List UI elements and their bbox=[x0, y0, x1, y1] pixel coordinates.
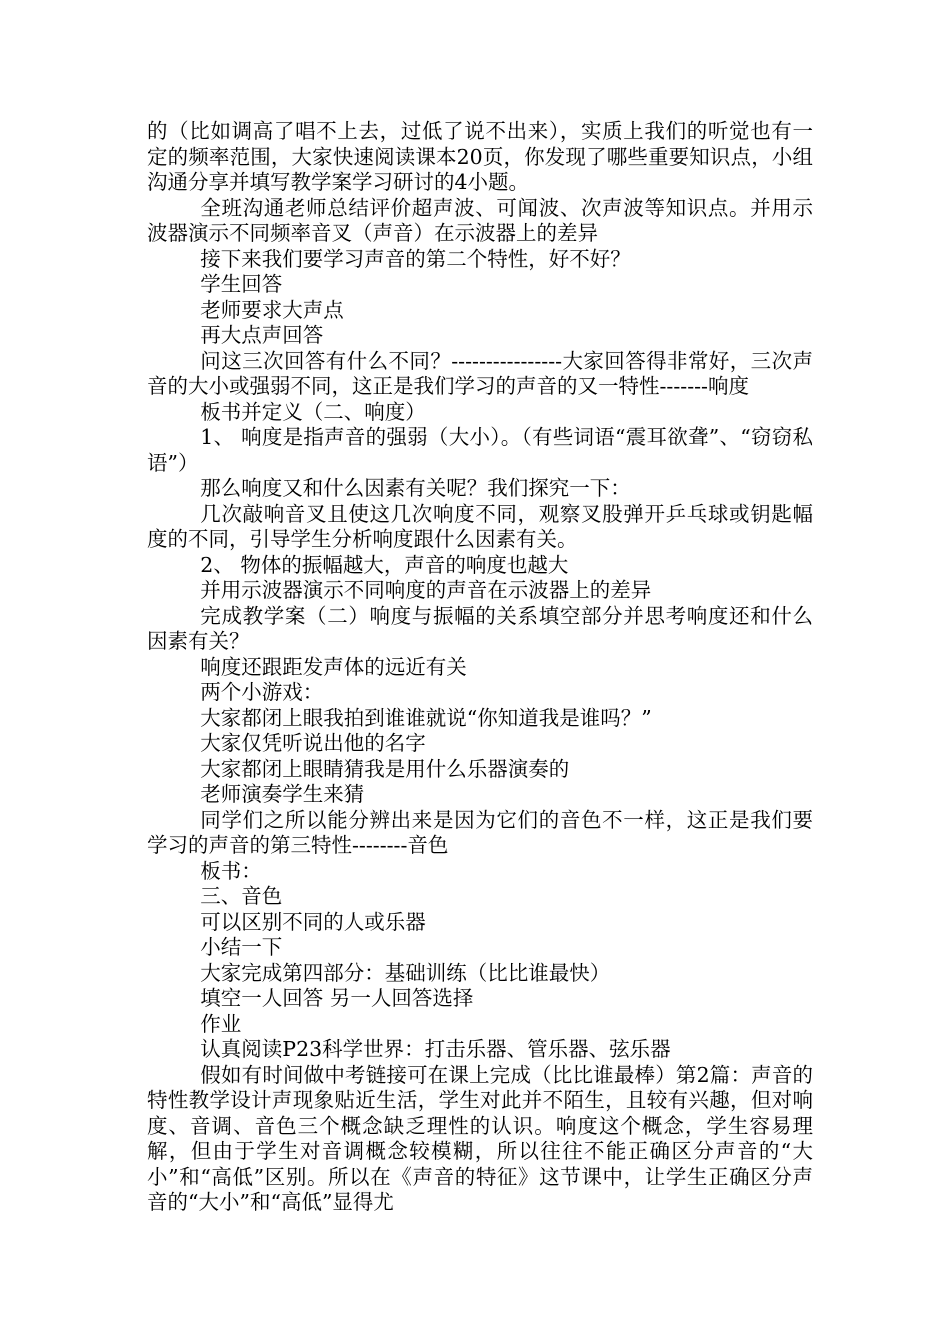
paragraph: 两个小游戏： bbox=[200, 680, 324, 704]
paragraph: 学生回答 bbox=[200, 272, 283, 296]
paragraph: 响度还跟距发声体的远近有关 bbox=[200, 654, 467, 679]
paragraph: 全班沟通老师总结评价超声波、可闻波、次声波等知识点。并用示波器演示不同频率音叉（声音）在示波器上的差异 bbox=[147, 195, 813, 245]
paragraph: 1、 响度是指声音的强弱（大小）。（有些词语“震耳欲聋”、“窃窃私语”） bbox=[147, 425, 813, 475]
paragraph: 认真阅读P23科学世界：打击乐器、管乐器、弦乐器 bbox=[200, 1037, 671, 1061]
paragraph: 假如有时间做中考链接可在课上完成（比比谁最棒）第2篇：声音的特性教学设计声现象贴近生活，学生对此并不陌生，且较有兴趣，但对响度、音调、音色三个概念缺乏理性的认识。响度这个概念，学生容易理解，但由于学生对音调概念较模糊，所以往往不能正确区分声音的“大小”和“高低”区别。所以在《声音的特征》这节课中，让学生正确区分声音的“大小”和“高低”显得尤 bbox=[147, 1062, 813, 1214]
paragraph: 老师要求大声点 bbox=[200, 297, 344, 322]
document-body bbox=[147, 119, 813, 1216]
paragraph: 大家完成第四部分：基础训练（比比谁最快） bbox=[200, 960, 611, 985]
paragraph: 三、音色 bbox=[200, 884, 283, 908]
paragraph: 并用示波器演示不同响度的声音在示波器上的差异 bbox=[200, 578, 652, 602]
paragraph: 大家都闭上眼睛猜我是用什么乐器演奏的 bbox=[200, 756, 570, 781]
paragraph: 板书并定义（二、响度） bbox=[200, 399, 426, 424]
paragraph: 问这三次回答有什么不同？----------------大家回答得非常好，三次声音的大小或强弱不同，这正是我们学习的声音的又一特性-------响度 bbox=[147, 348, 813, 398]
paragraph: 可以区别不同的人或乐器 bbox=[200, 909, 426, 934]
paragraph: 2、 物体的振幅越大，声音的响度也越大 bbox=[200, 552, 569, 577]
paragraph: 大家都闭上眼我拍到谁谁就说“你知道我是谁吗？” bbox=[200, 705, 652, 730]
paragraph: 作业 bbox=[200, 1011, 242, 1036]
paragraph: 同学们之所以能分辨出来是因为它们的音色不一样，这正是我们要学习的声音的第三特性--------音色 bbox=[147, 807, 813, 857]
paragraph: 接下来我们要学习声音的第二个特性，好不好？ bbox=[200, 246, 631, 271]
paragraph: 填空一人回答 另一人回答选择 bbox=[200, 986, 474, 1010]
paragraph: 板书： bbox=[200, 858, 262, 883]
paragraph: 小结一下 bbox=[200, 935, 283, 959]
paragraph: 再大点声回答 bbox=[200, 323, 324, 347]
paragraph: 完成教学案（二）响度与振幅的关系填空部分并思考响度还和什么因素有关？ bbox=[147, 603, 813, 653]
paragraph: 几次敲响音叉且使这几次响度不同，观察叉股弹开乒乓球或钥匙幅度的不同，引导学生分析响度跟什么因素有关。 bbox=[147, 501, 813, 551]
paragraph: 老师演奏学生来猜 bbox=[200, 782, 365, 806]
paragraph: 大家仅凭听说出他的名字 bbox=[200, 731, 426, 755]
paragraph: 那么响度又和什么因素有关呢？我们探究一下： bbox=[200, 476, 631, 500]
paragraph: 的（比如调高了唱不上去，过低了说不出来），实质上我们的听觉也有一定的频率范围，大家快速阅读课本20页，你发现了哪些重要知识点，小组沟通分享并填写教学案学习研讨的4小题。 bbox=[147, 119, 813, 194]
